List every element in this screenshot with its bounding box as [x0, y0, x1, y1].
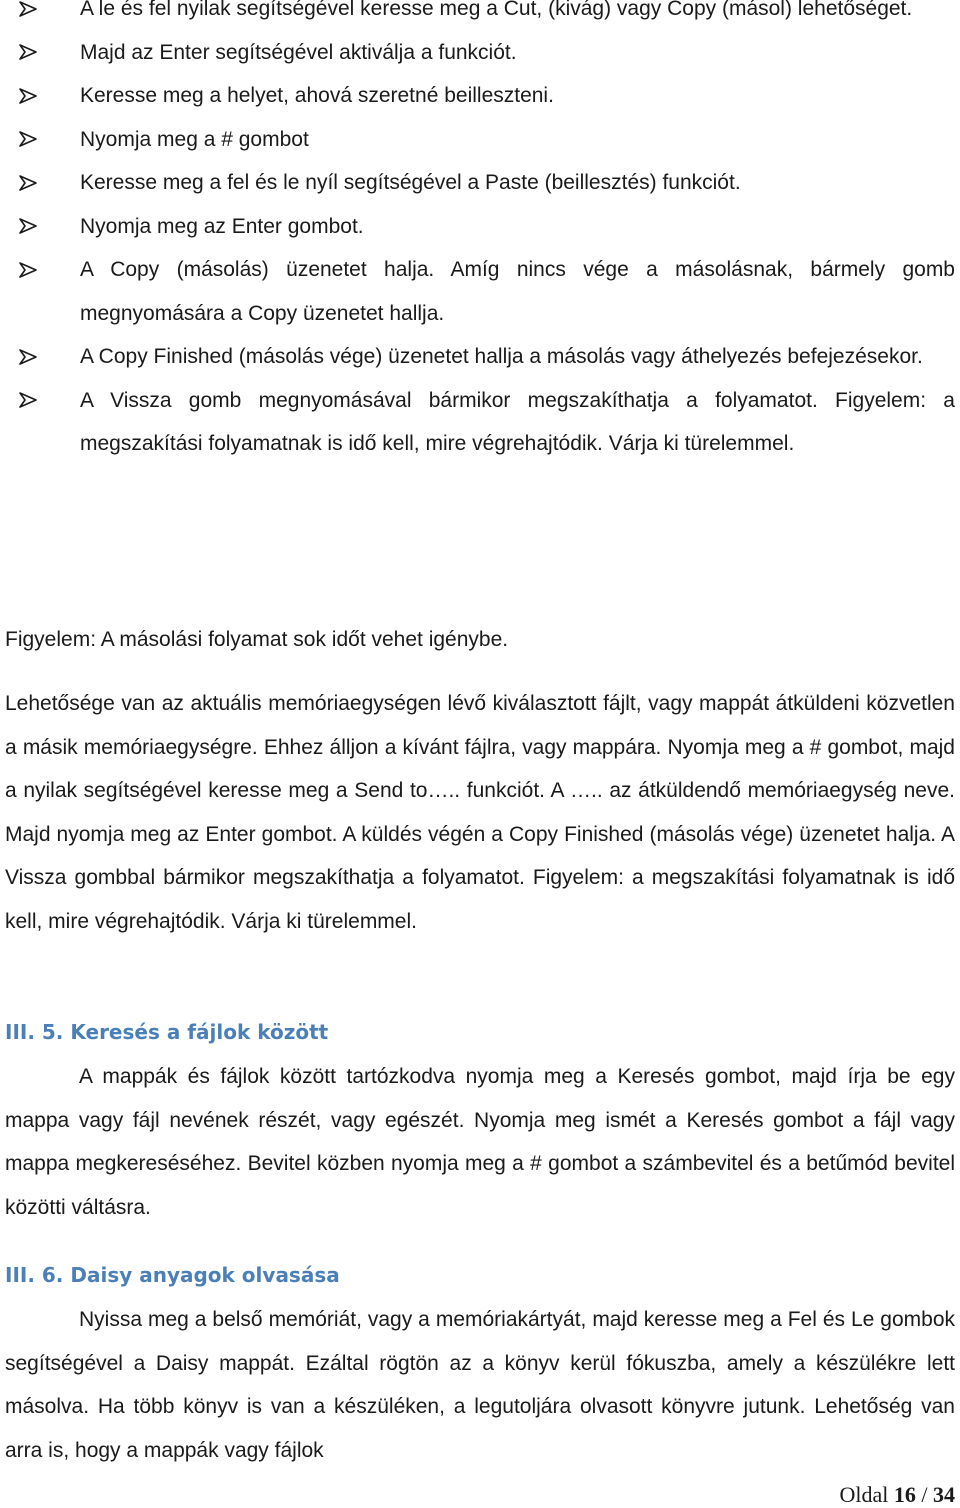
- total-page-count: 34: [933, 1482, 955, 1507]
- page-label: Oldal: [839, 1482, 889, 1507]
- section-heading-search: III. 5. Keresés a fájlok között: [5, 1020, 329, 1044]
- list-item: [8, 0, 955, 31]
- send-to-paragraph: Lehetősége van az aktuális memóriaegységen lévő kiválasztott fájlt, vagy mappát átküldeni közvetlen a másik memóriaegységre. Ehhez álljon a kívánt fájlra, vagy mappára. Nyomja meg a # gombot, majd a nyilak segítségével keresse meg a Send to….. funkciót. A ….. az átküldendő memóriaegység neve. Majd nyomja meg az Enter gombot. A küldés végén a Copy Finished (másolás vége) üzenetet halja. A Vissza gombbal bármikor megszakíthatja a folyamatot. Figyelem: a megszakítási folyamatnak is idő kell, mire végrehajtódik. Várja ki türelemmel.: [5, 692, 955, 933]
- arrow-bullet-icon: [18, 335, 40, 379]
- list-item-text: A Copy Finished (másolás vége) üzenetet hallja a másolás vagy áthelyezés befejezésekor.: [80, 345, 923, 368]
- warning-paragraph: Figyelem: A másolási folyamat sok időt vehet igénybe.: [5, 628, 509, 651]
- arrow-bullet-icon: [18, 161, 40, 205]
- section-heading-daisy: III. 6. Daisy anyagok olvasása: [5, 1263, 340, 1287]
- list-item-text: Majd az Enter segítségével aktiválja a funkciót.: [80, 40, 517, 64]
- page-footer: [839, 1482, 955, 1508]
- list-item-text: Nyomja meg a # gombot: [80, 127, 309, 151]
- list-item-text: Keresse meg a helyet, ahová szeretné beilleszteni.: [80, 84, 554, 107]
- list-item: [8, 248, 955, 335]
- list-item-text: Keresse meg a fel és le nyíl segítségével a Paste (beillesztés) funkciót.: [80, 171, 741, 194]
- list-item-text: A Vissza gomb megnyomásával bármikor megszakíthatja a folyamatot. Figyelem: a megszakítási folyamatnak is idő kell, mire végrehajtódik. Várja ki türelemmel.: [80, 388, 955, 455]
- current-page-number: 16: [893, 1482, 916, 1507]
- instruction-list: [8, 0, 955, 466]
- arrow-bullet-icon: [18, 248, 40, 292]
- list-item-text: A Copy (másolás) üzenetet halja. Amíg nincs vége a másolásnak, bármely gomb megnyomására a Copy üzenetet hallja.: [80, 258, 955, 325]
- arrow-bullet-icon: [18, 205, 40, 249]
- list-item-text: Nyomja meg az Enter gombot.: [80, 214, 364, 238]
- arrow-bullet-icon: [18, 379, 40, 423]
- list-item: [8, 335, 955, 379]
- list-item: [8, 205, 955, 249]
- page-separator: /: [921, 1482, 928, 1507]
- section-body-daisy: Nyissa meg a belső memóriát, vagy a memóriakártyát, majd keresse meg a Fel és Le gombok segítségével a Daisy mappát. Ezáltal rögtön az a könyv kerül fókuszba, amely a készülékre lett másolva. Ha több könyv is van a készüléken, a legutoljára olvasott könyvre jutunk. Lehetőség van arra is, hogy a mappák vagy fájlok: [5, 1308, 955, 1462]
- arrow-bullet-icon: [18, 0, 40, 31]
- list-item: [8, 161, 955, 205]
- section-body-search: A mappák és fájlok között tartózkodva nyomja meg a Keresés gombot, majd írja be egy mappa vagy fájl nevének részét, vagy egészét. Nyomja meg ismét a Keresés gombot a fájl vagy mappa megkereséséhez. Bevitel közben nyomja meg a # gombot a számbevitel és a betűmód bevitel közötti váltásra.: [5, 1065, 955, 1219]
- arrow-bullet-icon: [18, 31, 40, 75]
- list-item: [8, 31, 955, 75]
- arrow-bullet-icon: [18, 74, 40, 118]
- arrow-bullet-icon: [18, 118, 40, 162]
- list-item: [8, 118, 955, 162]
- list-item: [8, 74, 955, 118]
- list-item-text: A le és fel nyilak segítségével keresse meg a Cut, (kivág) vagy Copy (másol) lehetőséget.: [80, 0, 913, 20]
- list-item: [8, 379, 955, 466]
